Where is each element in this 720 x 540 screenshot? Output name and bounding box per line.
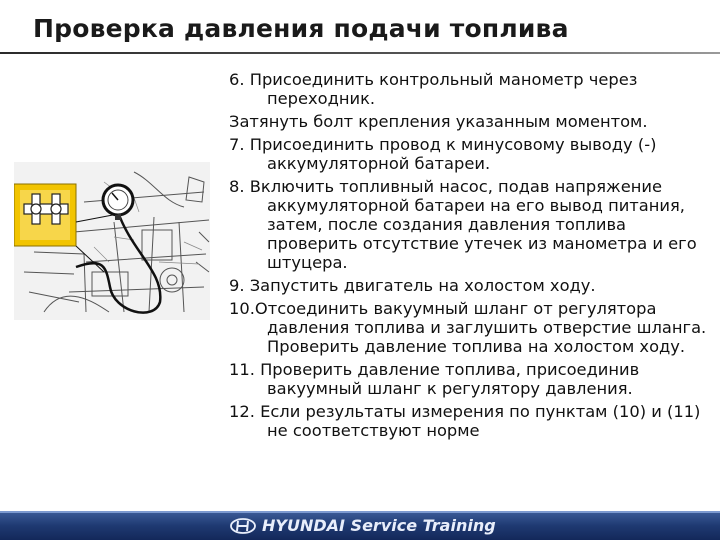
instruction-step-12: 12. Если результаты измерения по пунктам (10) и (11) не соответствуют норме — [229, 402, 701, 440]
title-divider — [0, 52, 720, 54]
instruction-step-11: 11. Проверить давление топлива, присоединив вакуумный шланг к регулятору давления. — [229, 360, 640, 398]
page-title: Проверка давления подачи топлива — [33, 14, 569, 43]
instruction-step-7: 7. Присоединить провод к минусовому выводу (-) аккумуляторной батареи. — [229, 135, 657, 173]
footer-brand — [230, 516, 496, 538]
instruction-step-8: 8. Включить топливный насос, подав напряжение аккумуляторной батареи на его вывод питания, затем, после создания давления топлива проверить отсутствие утечек из манометра и его штуцера. — [229, 177, 697, 272]
instructions-list — [229, 70, 709, 444]
fuel-gauge-illustration — [14, 162, 210, 320]
instruction-tighten-bolt: Затянуть болт крепления указанным моментом. — [229, 112, 648, 131]
footer-accent-line — [0, 511, 720, 513]
footer-brand-text: HYUNDAI Service Training — [262, 516, 496, 535]
instruction-step-9: 9. Запустить двигатель на холостом ходу. — [229, 276, 596, 295]
hyundai-logo-icon — [230, 518, 256, 538]
instruction-step-6: 6. Присоединить контрольный манометр через переходник. — [229, 70, 638, 108]
instruction-step-10: 10.Отсоединить вакуумный шланг от регулятора давления топлива и заглушить отверстие шланга. Проверить давление топлива на холостом ходу. — [229, 299, 707, 356]
